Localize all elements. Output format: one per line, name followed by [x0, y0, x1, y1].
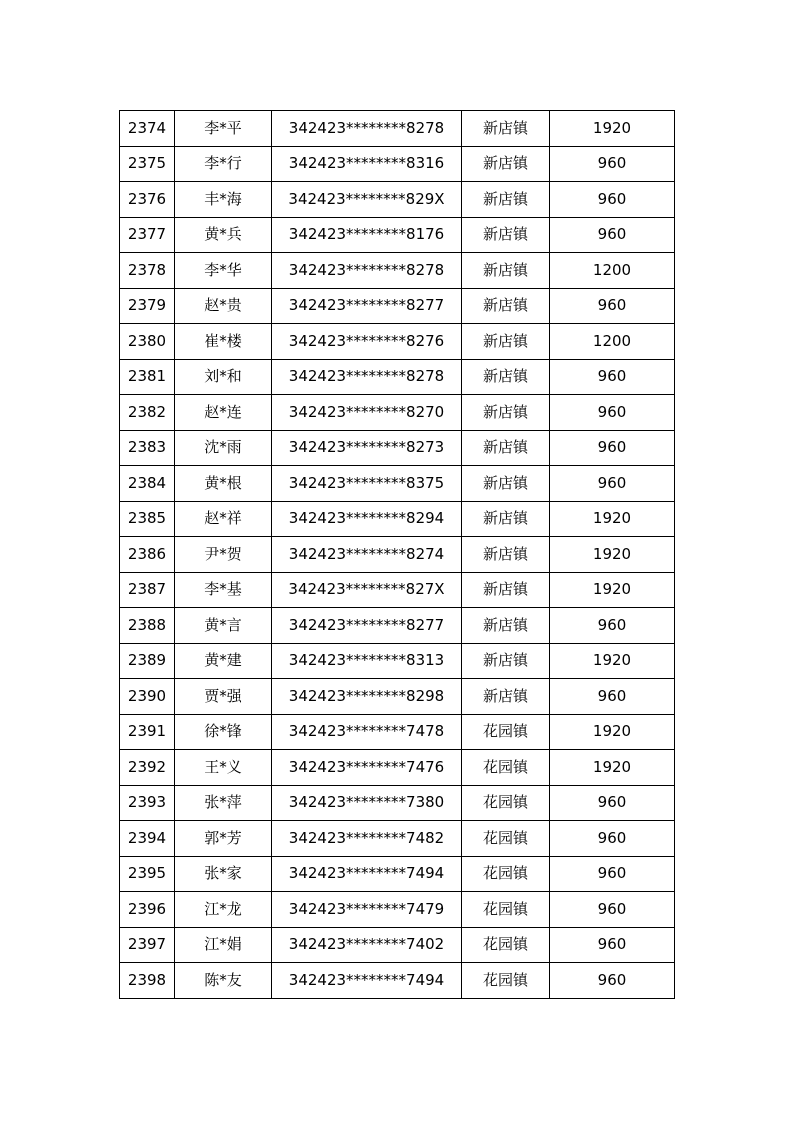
cell-name: 徐*锋 [175, 714, 272, 750]
cell-town: 花园镇 [462, 821, 550, 857]
table-row [120, 359, 675, 395]
cell-id-number: 342423********7476 [272, 750, 462, 786]
cell-amount: 960 [550, 288, 675, 324]
cell-town: 新店镇 [462, 679, 550, 715]
cell-id-number: 342423********7402 [272, 927, 462, 963]
cell-id-number: 342423********827X [272, 572, 462, 608]
cell-town: 新店镇 [462, 111, 550, 147]
cell-serial-number: 2395 [120, 856, 175, 892]
cell-amount: 960 [550, 856, 675, 892]
cell-name: 黄*兵 [175, 217, 272, 253]
cell-serial-number: 2376 [120, 182, 175, 218]
cell-town: 花园镇 [462, 714, 550, 750]
cell-name: 李*基 [175, 572, 272, 608]
cell-amount: 960 [550, 963, 675, 999]
cell-town: 花园镇 [462, 927, 550, 963]
table-row [120, 146, 675, 182]
cell-amount: 960 [550, 785, 675, 821]
cell-serial-number: 2377 [120, 217, 175, 253]
table-row [120, 430, 675, 466]
cell-amount: 1920 [550, 572, 675, 608]
cell-amount: 1920 [550, 537, 675, 573]
cell-name: 李*平 [175, 111, 272, 147]
cell-id-number: 342423********8278 [272, 253, 462, 289]
cell-name: 王*义 [175, 750, 272, 786]
cell-amount: 960 [550, 892, 675, 928]
cell-name: 尹*贺 [175, 537, 272, 573]
cell-serial-number: 2397 [120, 927, 175, 963]
cell-name: 黄*言 [175, 608, 272, 644]
table-row [120, 466, 675, 502]
cell-serial-number: 2374 [120, 111, 175, 147]
cell-town: 新店镇 [462, 572, 550, 608]
table-row [120, 679, 675, 715]
cell-amount: 960 [550, 608, 675, 644]
cell-id-number: 342423********8375 [272, 466, 462, 502]
table-row [120, 501, 675, 537]
cell-serial-number: 2387 [120, 572, 175, 608]
roster-table-body [120, 111, 675, 999]
cell-serial-number: 2388 [120, 608, 175, 644]
cell-id-number: 342423********7479 [272, 892, 462, 928]
cell-serial-number: 2381 [120, 359, 175, 395]
cell-town: 花园镇 [462, 856, 550, 892]
cell-amount: 960 [550, 927, 675, 963]
cell-name: 贾*强 [175, 679, 272, 715]
cell-town: 新店镇 [462, 288, 550, 324]
cell-amount: 1200 [550, 253, 675, 289]
cell-serial-number: 2398 [120, 963, 175, 999]
cell-town: 新店镇 [462, 608, 550, 644]
cell-name: 赵*祥 [175, 501, 272, 537]
cell-town: 新店镇 [462, 359, 550, 395]
table-row [120, 643, 675, 679]
cell-town: 新店镇 [462, 182, 550, 218]
cell-serial-number: 2392 [120, 750, 175, 786]
table-row [120, 395, 675, 431]
cell-town: 新店镇 [462, 253, 550, 289]
table-row [120, 217, 675, 253]
table-row [120, 892, 675, 928]
cell-name: 江*娟 [175, 927, 272, 963]
cell-serial-number: 2391 [120, 714, 175, 750]
cell-id-number: 342423********8270 [272, 395, 462, 431]
cell-name: 黄*建 [175, 643, 272, 679]
cell-town: 新店镇 [462, 217, 550, 253]
cell-amount: 960 [550, 146, 675, 182]
cell-id-number: 342423********7494 [272, 856, 462, 892]
table-row [120, 785, 675, 821]
table-row [120, 182, 675, 218]
cell-amount: 1920 [550, 750, 675, 786]
cell-id-number: 342423********8176 [272, 217, 462, 253]
cell-amount: 960 [550, 217, 675, 253]
cell-serial-number: 2389 [120, 643, 175, 679]
cell-id-number: 342423********7380 [272, 785, 462, 821]
cell-name: 张*家 [175, 856, 272, 892]
cell-serial-number: 2375 [120, 146, 175, 182]
cell-amount: 960 [550, 359, 675, 395]
cell-town: 新店镇 [462, 643, 550, 679]
table-row [120, 537, 675, 573]
table-row [120, 927, 675, 963]
cell-amount: 960 [550, 430, 675, 466]
cell-id-number: 342423********8313 [272, 643, 462, 679]
cell-amount: 1920 [550, 643, 675, 679]
cell-town: 新店镇 [462, 501, 550, 537]
roster-table [119, 110, 675, 999]
cell-town: 花园镇 [462, 750, 550, 786]
cell-id-number: 342423********7482 [272, 821, 462, 857]
table-row [120, 963, 675, 999]
cell-serial-number: 2380 [120, 324, 175, 360]
table-row [120, 856, 675, 892]
cell-id-number: 342423********8298 [272, 679, 462, 715]
cell-amount: 960 [550, 821, 675, 857]
cell-town: 花园镇 [462, 963, 550, 999]
cell-name: 赵*连 [175, 395, 272, 431]
cell-amount: 1920 [550, 501, 675, 537]
cell-serial-number: 2384 [120, 466, 175, 502]
cell-name: 崔*楼 [175, 324, 272, 360]
cell-id-number: 342423********8278 [272, 111, 462, 147]
cell-id-number: 342423********7494 [272, 963, 462, 999]
cell-id-number: 342423********829X [272, 182, 462, 218]
cell-serial-number: 2386 [120, 537, 175, 573]
table-row [120, 572, 675, 608]
cell-id-number: 342423********8277 [272, 288, 462, 324]
cell-name: 赵*贵 [175, 288, 272, 324]
cell-town: 花园镇 [462, 892, 550, 928]
cell-name: 沈*雨 [175, 430, 272, 466]
cell-name: 郭*芳 [175, 821, 272, 857]
cell-town: 新店镇 [462, 395, 550, 431]
cell-name: 丰*海 [175, 182, 272, 218]
cell-id-number: 342423********8274 [272, 537, 462, 573]
cell-serial-number: 2390 [120, 679, 175, 715]
table-row [120, 608, 675, 644]
cell-name: 刘*和 [175, 359, 272, 395]
table-row [120, 750, 675, 786]
cell-name: 张*萍 [175, 785, 272, 821]
cell-id-number: 342423********7478 [272, 714, 462, 750]
cell-id-number: 342423********8294 [272, 501, 462, 537]
cell-serial-number: 2385 [120, 501, 175, 537]
cell-id-number: 342423********8278 [272, 359, 462, 395]
cell-town: 花园镇 [462, 785, 550, 821]
cell-amount: 960 [550, 395, 675, 431]
cell-town: 新店镇 [462, 537, 550, 573]
cell-town: 新店镇 [462, 430, 550, 466]
cell-id-number: 342423********8316 [272, 146, 462, 182]
cell-name: 李*行 [175, 146, 272, 182]
cell-serial-number: 2378 [120, 253, 175, 289]
cell-serial-number: 2393 [120, 785, 175, 821]
cell-name: 李*华 [175, 253, 272, 289]
table-row [120, 288, 675, 324]
cell-amount: 1920 [550, 111, 675, 147]
cell-amount: 1920 [550, 714, 675, 750]
cell-serial-number: 2396 [120, 892, 175, 928]
cell-name: 黄*根 [175, 466, 272, 502]
cell-town: 新店镇 [462, 466, 550, 502]
cell-id-number: 342423********8276 [272, 324, 462, 360]
cell-amount: 960 [550, 182, 675, 218]
table-row [120, 821, 675, 857]
cell-id-number: 342423********8277 [272, 608, 462, 644]
cell-serial-number: 2394 [120, 821, 175, 857]
table-row [120, 253, 675, 289]
cell-serial-number: 2379 [120, 288, 175, 324]
table-row [120, 324, 675, 360]
cell-serial-number: 2383 [120, 430, 175, 466]
table-row [120, 714, 675, 750]
cell-serial-number: 2382 [120, 395, 175, 431]
cell-id-number: 342423********8273 [272, 430, 462, 466]
cell-town: 新店镇 [462, 146, 550, 182]
cell-amount: 960 [550, 466, 675, 502]
cell-town: 新店镇 [462, 324, 550, 360]
cell-amount: 960 [550, 679, 675, 715]
cell-name: 江*龙 [175, 892, 272, 928]
cell-amount: 1200 [550, 324, 675, 360]
cell-name: 陈*友 [175, 963, 272, 999]
table-row [120, 111, 675, 147]
